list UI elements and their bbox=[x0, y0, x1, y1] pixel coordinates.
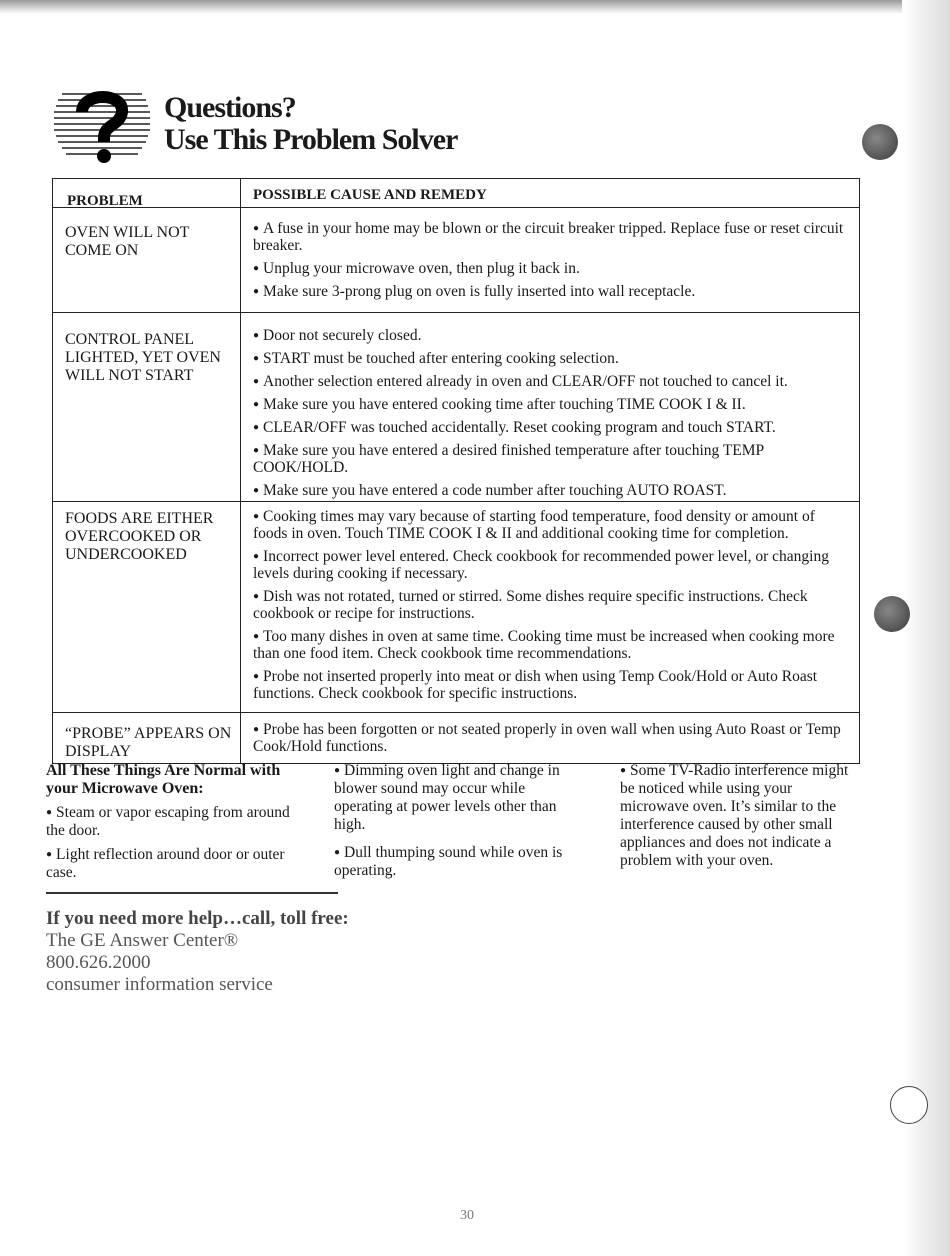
remedy-item: ● Dish was not rotated, turned or stirred. Some dishes require specific instructions. Check cookbook or recipe for instructions. bbox=[253, 588, 808, 622]
remedy-item: ● Make sure you have entered a code number after touching AUTO ROAST. bbox=[253, 482, 727, 499]
remedy-item: ● Make sure you have entered cooking time after touching TIME COOK I & II. bbox=[253, 396, 746, 413]
help-line-4: consumer information service bbox=[46, 974, 273, 995]
table-row bbox=[53, 313, 859, 502]
problem-cell: CONTROL PANEL LIGHTED, YET OVEN WILL NOT START bbox=[53, 313, 241, 501]
binder-hole-middle bbox=[874, 596, 910, 632]
remedy-item: ● Make sure you have entered a desired finished temperature after touching TEMP COOK/HOLD. bbox=[253, 442, 764, 476]
help-line-1: If you need more help…call, toll free: bbox=[46, 908, 349, 929]
remedy-cell bbox=[241, 713, 859, 763]
title-line-2: Use This Problem Solver bbox=[164, 123, 458, 156]
remedy-cell bbox=[241, 208, 859, 312]
binder-hole-top bbox=[862, 124, 898, 160]
normal-item: ● Steam or vapor escaping from around the door. bbox=[46, 804, 290, 839]
remedy-item: ● Incorrect power level entered. Check cookbook for recommended power level, or changing levels during cooking if necessary. bbox=[253, 548, 829, 582]
remedy-item: ● Cooking times may vary because of starting food temperature, food density or amount of foods in oven. Touch TIME COOK I & II and additional cooking time for completion. bbox=[253, 508, 815, 542]
problem-cell: FOODS ARE EITHER OVERCOOKED OR UNDERCOOKED bbox=[53, 502, 241, 712]
divider bbox=[46, 892, 338, 894]
header-problem: PROBLEM bbox=[53, 179, 241, 207]
normal-things-column-1 bbox=[46, 762, 306, 888]
remedy-item: ● Another selection entered already in oven and CLEAR/OFF not touched to cancel it. bbox=[253, 373, 788, 390]
page-title bbox=[164, 92, 457, 156]
normal-things-column-3 bbox=[620, 762, 860, 876]
table-header bbox=[53, 179, 859, 208]
normal-item: ● Light reflection around door or outer case. bbox=[46, 846, 285, 881]
remedy-cell bbox=[241, 313, 859, 501]
normal-item: ● Dimming oven light and change in blower sound may occur while operating at power levels other than high. bbox=[334, 762, 560, 833]
help-block bbox=[46, 908, 349, 996]
question-mark-icon bbox=[52, 86, 152, 166]
remedy-item: ● Unplug your microwave oven, then plug it back in. bbox=[253, 260, 580, 277]
table-row bbox=[53, 208, 859, 313]
table-row bbox=[53, 713, 859, 763]
header-remedy: POSSIBLE CAUSE AND REMEDY bbox=[253, 187, 487, 203]
remedy-item: ● Too many dishes in oven at same time. Cooking time must be increased when cooking more than one food item. Check cookbook time recommendations. bbox=[253, 628, 835, 662]
problem-cell: “PROBE” APPEARS ON DISPLAY bbox=[53, 713, 241, 763]
remedy-item: ● START must be touched after entering cooking selection. bbox=[253, 350, 619, 367]
help-phone: 800.626.2000 bbox=[46, 952, 151, 973]
table-row bbox=[53, 502, 859, 713]
remedy-item: ● CLEAR/OFF was touched accidentally. Reset cooking program and touch START. bbox=[253, 419, 776, 436]
binder-hole-bottom bbox=[890, 1086, 928, 1124]
problem-cell: OVEN WILL NOT COME ON bbox=[53, 208, 241, 312]
help-line-2: The GE Answer Center® bbox=[46, 930, 239, 951]
remedy-item: ● Make sure 3-prong plug on oven is fully inserted into wall receptacle. bbox=[253, 283, 696, 300]
remedy-item: ● A fuse in your home may be blown or the circuit breaker tripped. Replace fuse or reset circuit breaker. bbox=[253, 220, 844, 254]
problem-solver-table bbox=[52, 178, 860, 764]
remedy-cell bbox=[241, 502, 859, 712]
normal-heading: All These Things Are Normal with your Microwave Oven: bbox=[46, 762, 281, 797]
remedy-item: ● Door not securely closed. bbox=[253, 327, 422, 344]
normal-things-column-2 bbox=[334, 762, 584, 886]
remedy-item: ● Probe has been forgotten or not seated properly in oven wall when using Auto Roast or Temp Cook/Hold functions. bbox=[253, 721, 841, 755]
scan-right-edge bbox=[902, 0, 950, 1256]
normal-item: ● Dull thumping sound while oven is operating. bbox=[334, 844, 563, 879]
page-number: 30 bbox=[460, 1208, 474, 1223]
scan-top-band bbox=[0, 0, 950, 14]
normal-item: ● Some TV-Radio interference might be noticed while using your microwave oven. It’s similar to the interference caused by other small appliances and does not indicate a problem with your oven. bbox=[620, 762, 849, 869]
remedy-item: ● Probe not inserted properly into meat or dish when using Temp Cook/Hold or Auto Roast functions. Check cookbook for specific instructions. bbox=[253, 668, 818, 702]
title-line-1: Questions? bbox=[164, 91, 296, 124]
